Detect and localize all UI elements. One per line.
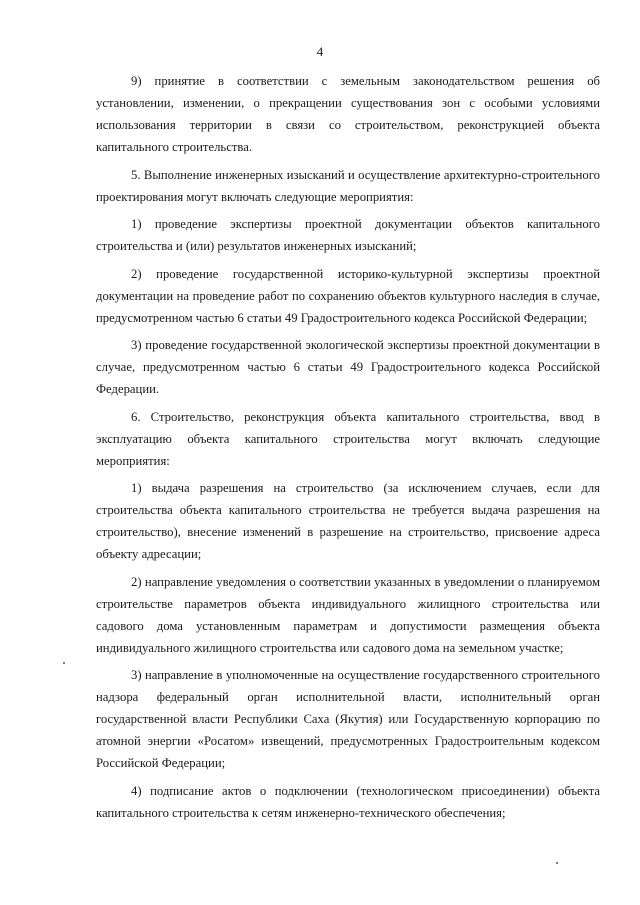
paragraph-item-2-notification: 2) направление уведомления о соответствии указанных в уведомлении о планируемом строительстве параметров объекта индивидуального жилищного строительства или садового дома установленным параметрам и допустимости размещения объекта индивидуального жилищного строительства или садового дома на земельном участке; [96, 574, 600, 655]
paragraph-item-1-permit: 1) выдача разрешения на строительство (за исключением случаев, если для строительства объекта капитального строительства не требуется выдача разрешения на строительство), внесение изменений в разрешение на строительство, присвоение адреса объекту адресации; [96, 481, 600, 561]
paragraph-item-1-expertise: 1) проведение экспертизы проектной документации объектов капитального строительства и (или) результатов инженерных изысканий; [96, 217, 600, 253]
paragraph-item-3-notices: 3) направление в уполномоченные на осуществление государственного строительного надзора федеральный орган исполнительной власти, исполнительный орган государственной власти Республики Саха (Якутия) или Государственную корпорацию по атомной энергии «Росатом» извещений, предусмотренных Градостроительным кодексом Российской Федерации; [96, 668, 600, 770]
scan-speck [63, 662, 65, 664]
paragraph-section-6: 6. Строительство, реконструкция объекта капитального строительства, ввод в эксплуатацию объекта капитального строительства могут включать следующие мероприятия: [96, 409, 600, 468]
paragraph-item-9-zones: 9) принятие в соответствии с земельным законодательством решения об установлении, изменении, о прекращении существования зон с особыми условиями использования территории в связи со строительством, реконструкцией объекта капитального строительства. [96, 74, 600, 154]
paragraph-section-5: 5. Выполнение инженерных изысканий и осуществление архитектурно-строительного проектирования могут включать следующие мероприятия: [96, 167, 600, 204]
paragraph-item-2-cultural-expertise: 2) проведение государственной историко-культурной экспертизы проектной документации на проведение работ по сохранению объектов культурного наследия в случае, предусмотренном частью 6 статьи 49 Градостроительного кодекса Российской Федерации; [96, 266, 600, 325]
page-number: 4 [316, 44, 324, 59]
paragraph-item-3-ecological-expertise: 3) проведение государственной экологической экспертизы проектной документации в случае, предусмотренном частью 6 статьи 49 Градостроительного кодекса Российской Федерации. [96, 338, 600, 396]
document-body [96, 70, 600, 829]
paragraph-item-4-connection-acts: 4) подписание актов о подключении (технологическом присоединении) объекта капитального строительства к сетям инженерно-технического обеспечения; [96, 783, 600, 820]
scan-speck [556, 862, 558, 864]
